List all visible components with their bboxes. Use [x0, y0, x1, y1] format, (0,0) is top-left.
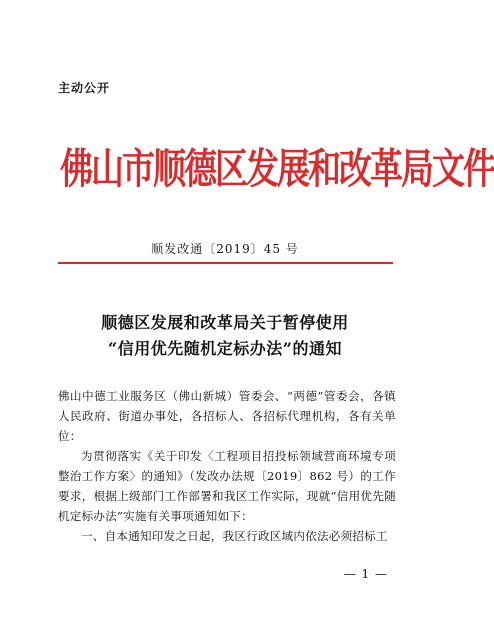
masthead-divider-line — [58, 262, 393, 264]
masthead-title: 佛山市顺德区发展和改革局文件 — [60, 144, 494, 193]
notice-body — [58, 386, 396, 546]
addressee-paragraph: 佛山中德工业服务区（佛山新城）管委会、“两德”管委会，各镇人民政府、街道办事处，各招标人、各招标代理机构，各有关单位： — [58, 389, 396, 443]
body-paragraph-1: 为贯彻落实《关于印发〈工程项目招投标领域营商环境专项整治工作方案〉的通知》（发改办法规〔2019〕862 号）的工作要求，根据上级部门工作部署和我区工作实际，现就“信用优先随机定标办法”实施有关事项通知如下： — [58, 449, 396, 523]
notice-title — [0, 310, 450, 362]
body-paragraph-2: 一、自本通知印发之日起，我区行政区域内依法必须招标工 — [81, 529, 388, 543]
notice-title-line-2: “信用优先随机定标办法”的通知 — [108, 339, 342, 358]
page-number: — 1 — — [343, 567, 388, 581]
document-number: 顺发改通〔2019〕45 号 — [151, 242, 299, 256]
disclosure-label: 主动公开 — [58, 81, 111, 95]
notice-title-line-1: 顺德区发展和改革局关于暂停使用 — [101, 313, 349, 332]
